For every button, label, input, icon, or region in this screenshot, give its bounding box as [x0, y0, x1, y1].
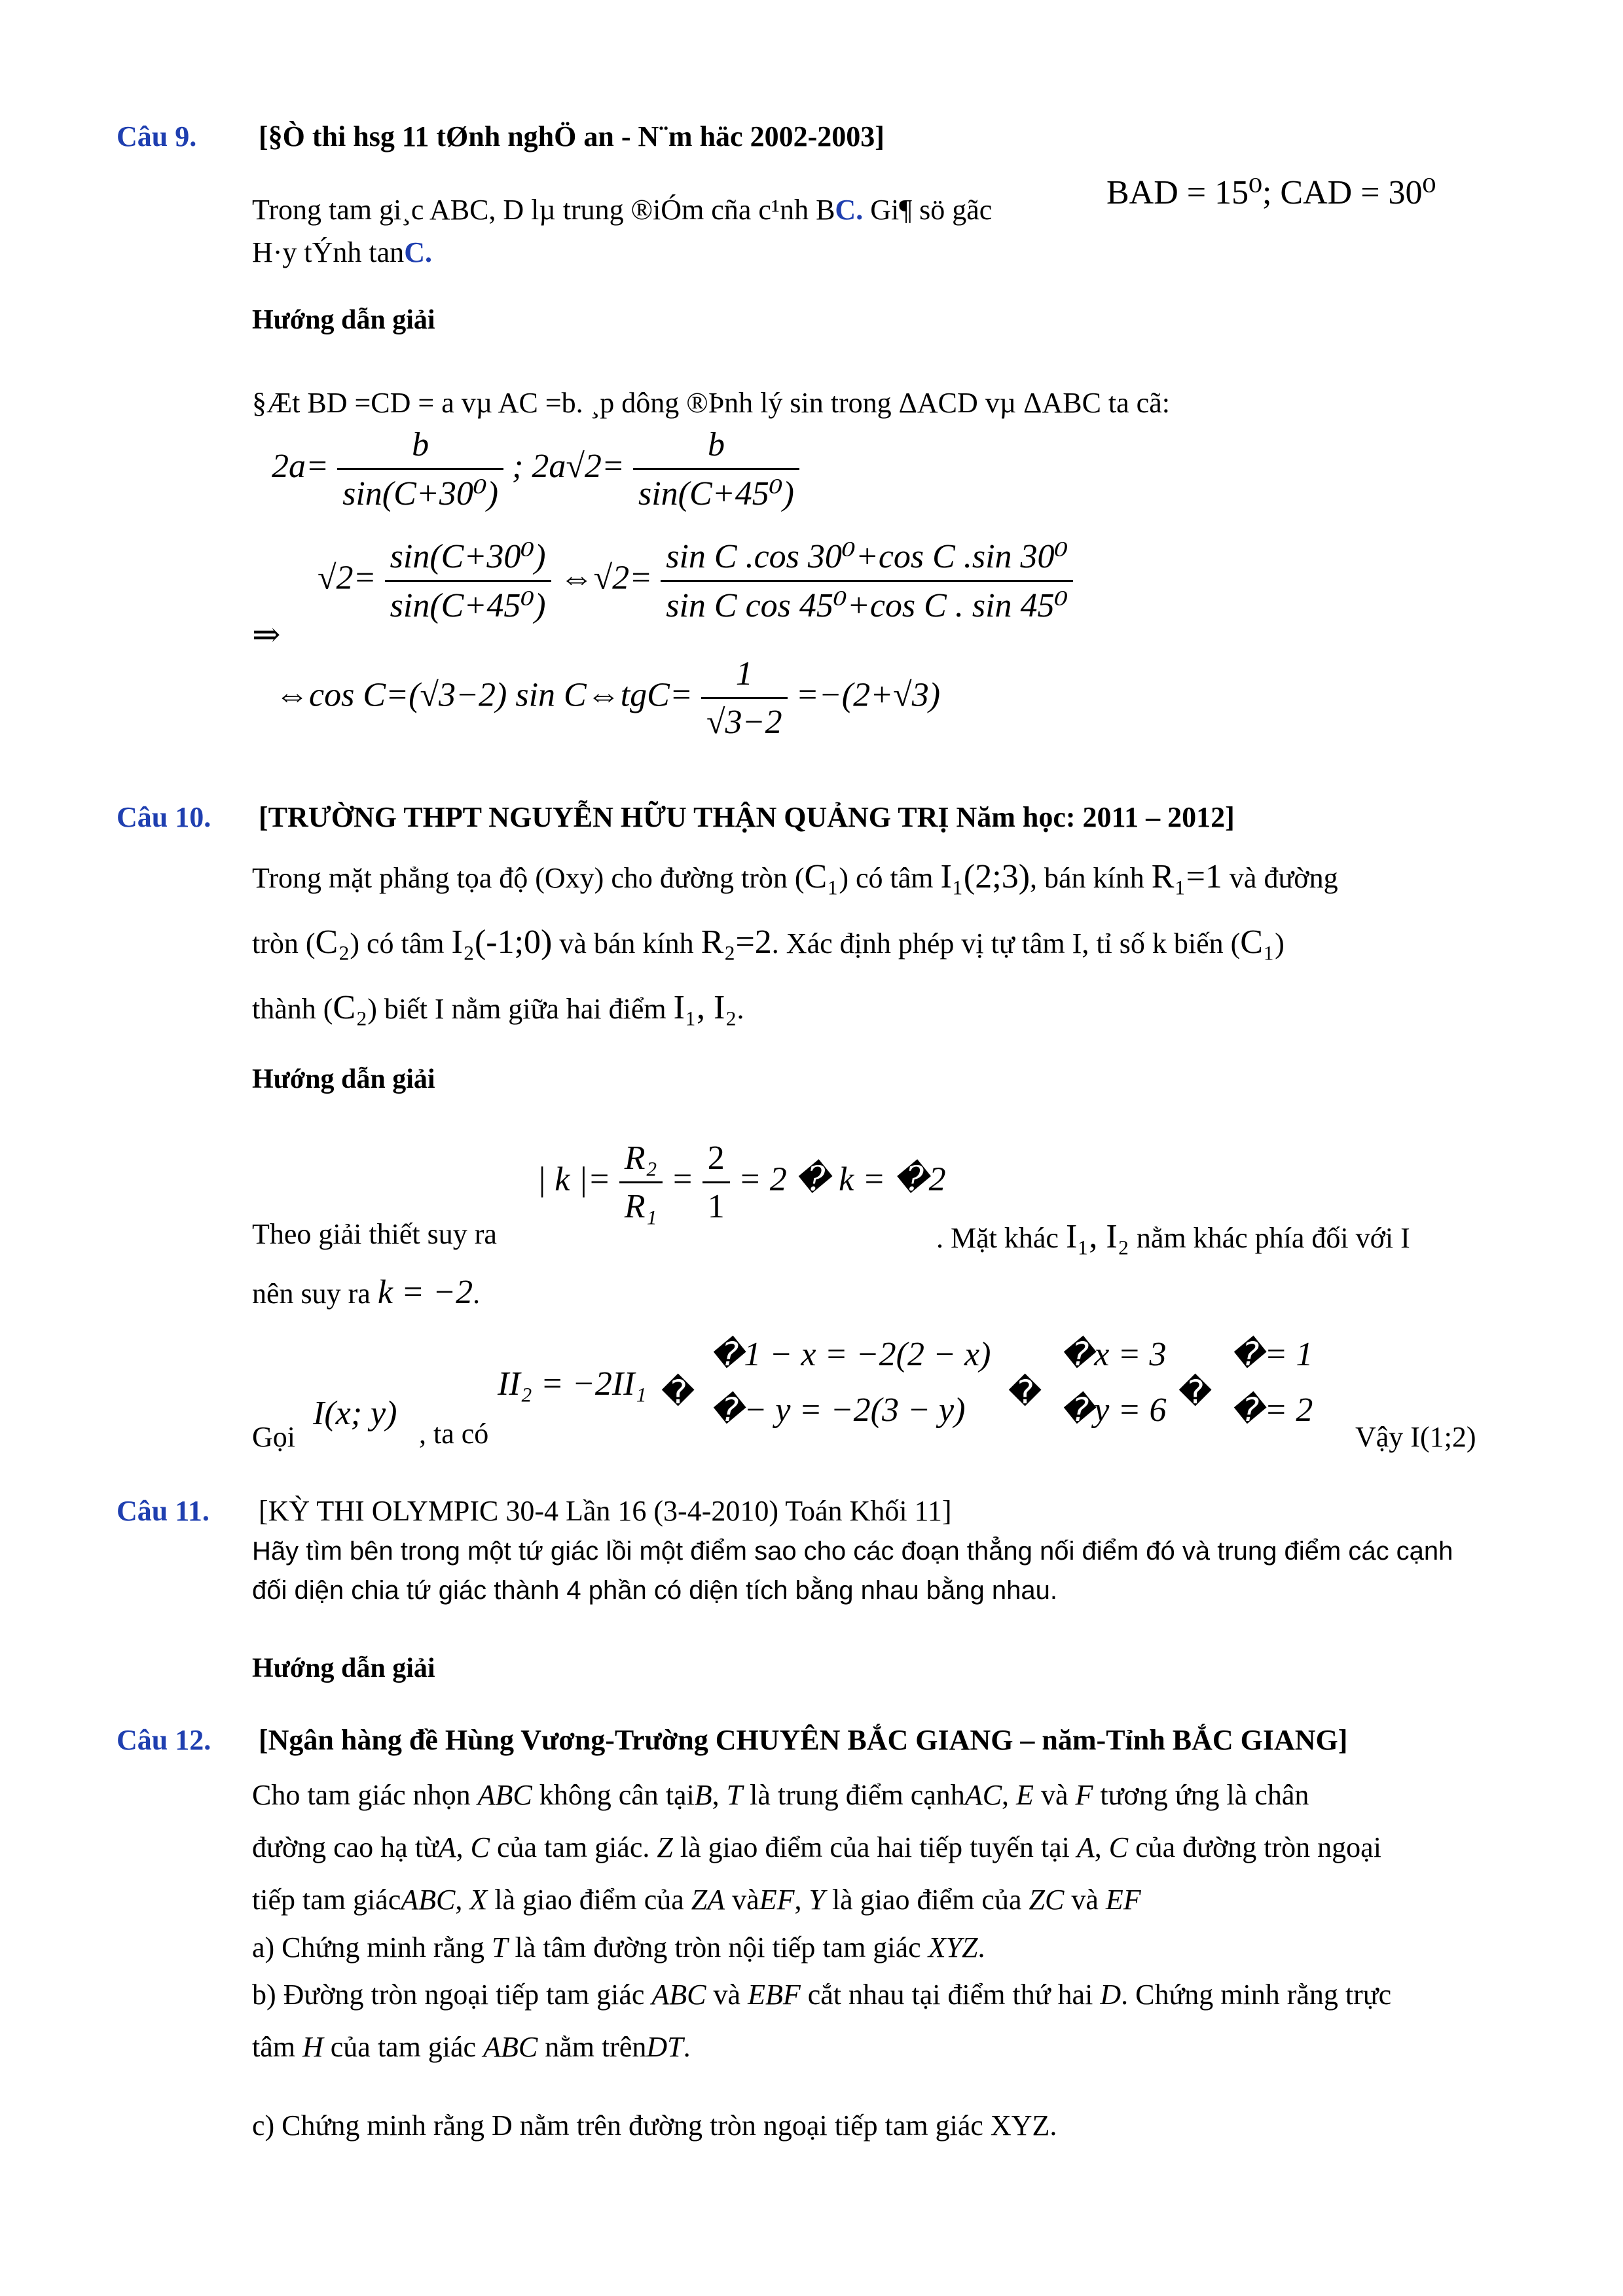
q12-label: Câu 12. — [117, 1724, 211, 1756]
q9-solution-intro: §Æt BD =CD = a vµ AC =b. ¸p dông ®Þnh lý sin trong ΔACD vµ ΔABC ta cã: — [252, 387, 1170, 419]
q10-vector-eq: II₂ = −2II₁ — [498, 1365, 647, 1403]
q10-system1-row2: �− y = −2(3 − y) — [710, 1391, 966, 1429]
q9-implies: ⇒ — [252, 617, 281, 654]
q10-solution-line1-right: . Mặt khác I₁, I₂ nằm khác phía đối với I — [936, 1218, 1410, 1255]
q9-label: Câu 9. — [117, 120, 197, 152]
q9-eq3: ⇔cos C=(√3−2) sin C⇔tgC= $\frac{1}{√3-2}$ =−(2+√3) — [275, 655, 941, 741]
q9-guide-heading: Hướng dẫn giải — [252, 305, 435, 335]
q11-guide-heading: Hướng dẫn giải — [252, 1653, 435, 1683]
q10-glyph-2: � — [1008, 1373, 1042, 1411]
q10-problem-line3: thành (C₂) biết I nằm giữa hai điểm I₁, I₂. — [252, 989, 744, 1026]
q10-solution-line2: nên suy ra k = −2. — [252, 1274, 481, 1311]
q10-guide-heading: Hướng dẫn giải — [252, 1064, 435, 1094]
q10-system3-row1: �= 1 — [1231, 1335, 1313, 1373]
q10-solution-line1-left: Theo giải thiết suy ra — [252, 1218, 497, 1250]
q9-line1: Trong tam gi¸c ABC, D lµ trung ®iÓm cña c¹nh BC. Gi¶ sö gãc — [252, 194, 993, 226]
q11-header: [KỲ THI OLYMPIC 30-4 Lần 16 (3-4-2010) Toán Khối 11] — [259, 1495, 952, 1527]
q10-system3-row2: �= 2 — [1231, 1391, 1313, 1429]
q10-goi: Gọi — [252, 1421, 295, 1453]
q10-point-i: I(x; y) — [313, 1395, 397, 1432]
q10-k-equation: | k |= $\frac{\text{R₂}}{\text{R₁}}$ = $\frac{2}{1}$ = 2 � k = �2 — [537, 1139, 946, 1225]
q11-line1: Hãy tìm bên trong một tứ giác lồi một điểm sao cho các đoạn thẳng nối điểm đó và trung điểm các cạnh — [252, 1537, 1453, 1566]
q10-system2-row2: �y = 6 — [1061, 1391, 1167, 1429]
q9-eq1: 2a= $\frac{b}{\text{sin(C+30⁰)}}$ ; 2a√2= $\frac{b}{\text{sin(C+45⁰)}}$ — [272, 425, 799, 513]
q12-part-b-line2: tâm H của tam giác ABC nằm trênDT. — [252, 2031, 691, 2063]
q10-ta-co: , ta có — [419, 1418, 489, 1450]
q10-result: Vậy I(1;2) — [1355, 1421, 1476, 1453]
q10-glyph-1: � — [661, 1373, 695, 1411]
q10-header: [TRƯỜNG THPT NGUYỄN HỮU THẬN QUẢNG TRỊ Năm học: 2011 – 2012] — [259, 801, 1235, 833]
q12-part-c: c) Chứng minh rằng D nằm trên đường tròn ngoại tiếp tam giác XYZ. — [252, 2109, 1057, 2142]
q11-line2: đối diện chia tứ giác thành 4 phần có diện tích bằng nhau bằng nhau. — [252, 1576, 1057, 1605]
q10-glyph-3: � — [1178, 1373, 1213, 1411]
q12-part-a: a) Chứng minh rằng T là tâm đường tròn nội tiếp tam giác XYZ. — [252, 1931, 985, 1964]
q9-header: [§Ò thi hsg 11 tØnh nghÖ an - N¨m häc 2002-2003] — [259, 120, 884, 152]
q10-label: Câu 10. — [117, 801, 211, 833]
q10-system1-row1: �1 − x = −2(2 − x) — [710, 1335, 991, 1373]
q12-part-b-line1: b) Đường tròn ngoại tiếp tam giác ABC và EBF cắt nhau tại điểm thứ hai D. Chứng minh rằng trực — [252, 1979, 1392, 2011]
q12-header: [Ngân hàng đề Hùng Vương-Trường CHUYÊN BẮC GIANG – năm-Tỉnh BẮC GIANG] — [259, 1724, 1348, 1756]
q12-line3: tiếp tam giácABC, X là giao điểm của ZA vàEF, Y là giao điểm của ZC và EF — [252, 1884, 1141, 1916]
q10-system2-row1: �x = 3 — [1061, 1335, 1167, 1373]
q10-problem-line1: Trong mặt phẳng tọa độ (Oxy) cho đường tròn (C₁) có tâm I₁(2;3), bán kính R₁=1 và đường — [252, 858, 1338, 895]
q9-eq2: √2= $\frac{\text{sin(C+30⁰)}}{\text{sin(C+45⁰)}}$ ⇔√2= $\frac{\text{sin C .cos 30⁰+cos C .sin 30⁰}}{\text{sin C cos 45⁰+cos C . sin 45⁰}}$ — [318, 537, 1073, 625]
q12-line2: đường cao hạ từA, C của tam giác. Z là giao điểm của hai tiếp tuyến tại A, C của đường tròn ngoại — [252, 1831, 1381, 1863]
q12-line1: Cho tam giác nhọn ABC không cân tạiB, T là trung điểm cạnhAC, E và F tương ứng là chân — [252, 1779, 1309, 1811]
q9-line2: H·y tÝnh tanC. — [252, 236, 432, 268]
q10-problem-line2: tròn (C₂) có tâm I₂(-1;0) và bán kính R₂=2. Xác định phép vị tự tâm I, tỉ số k biến (C₁) — [252, 924, 1285, 961]
q11-label: Câu 11. — [117, 1495, 210, 1527]
q9-angle-eq: BAD = 15⁰; CAD = 30⁰ — [1106, 174, 1436, 211]
